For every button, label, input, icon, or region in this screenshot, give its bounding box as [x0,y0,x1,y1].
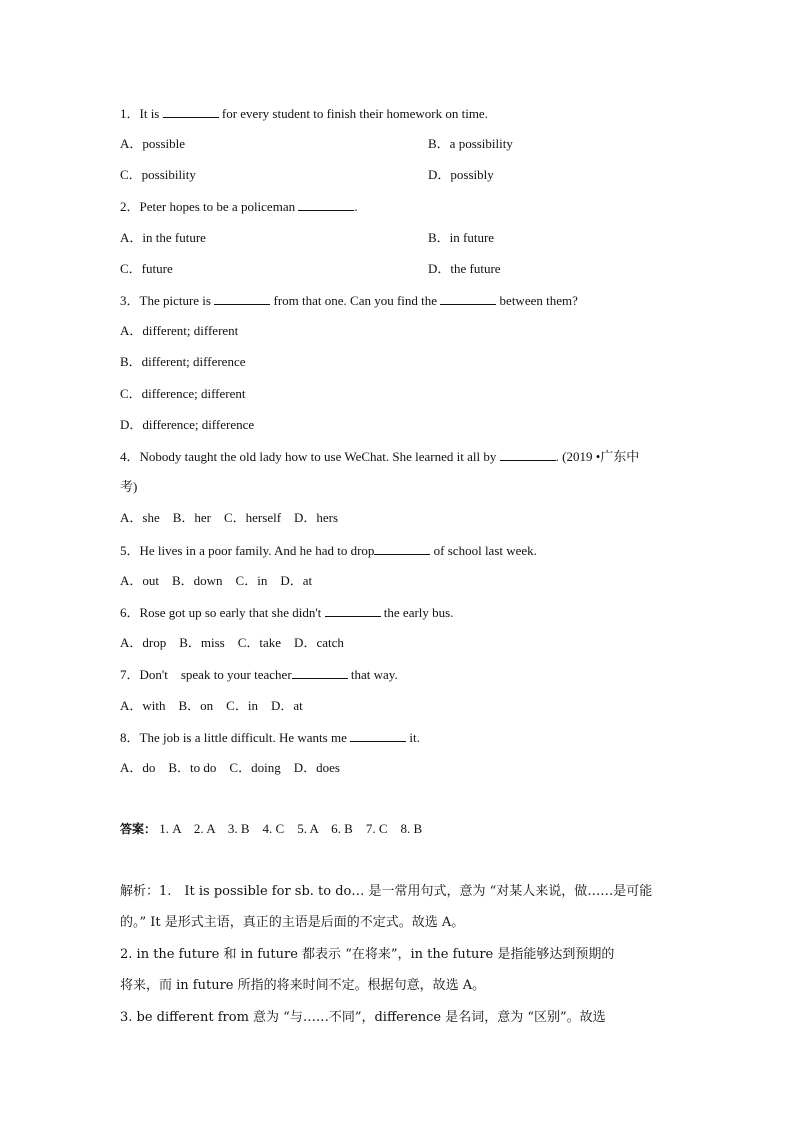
question-5-options: A．out B．down C．in D．at [120,573,313,588]
question-3-text-a: 3．The picture is [120,293,215,308]
question-5-stem [120,542,537,559]
question-6-text-b: the early bus. [380,605,454,620]
answer-blank [292,666,348,679]
question-1-option-b: B．a possibility [428,136,513,151]
question-8-options: A．do B．to do C．doing D．does [120,760,340,775]
question-6-stem [120,604,453,621]
question-5-text-a: 5．He lives in a poor family. And he had to drop [120,543,375,558]
explanation-line-2: 的。” It 是形式主语，真正的主语是后面的不定式。故选 A。 [120,915,465,930]
question-3-stem [120,292,578,309]
explanation-line-1: 解析：1. It is possible for sb. to do… 是一常用句式，意为 “对某人来说，做……是可能 [120,884,653,899]
question-1-option-c: C．possibility [120,167,196,182]
question-7-text-a: 7．Don't speak to your teacher [120,667,292,682]
question-6-options: A．drop B．miss C．take D．catch [120,635,344,650]
question-4-stem-continued: 考) [120,479,138,494]
question-2-option-b: B．in future [428,230,495,245]
explanation-line-5: 3. be different from 意为 “与……不同”，difference 是名词，意为 “区别”。故选 [120,1010,606,1025]
question-5-text-b: of school last week. [430,543,537,558]
answer-blank [298,198,354,211]
question-2-option-d: D．the future [428,261,501,276]
question-8-text-a: 8．The job is a little difficult. He wants me [120,730,351,745]
question-7-stem [120,666,398,683]
explanation-line-4: 将来，而 in future 所指的将来时间不定。根据句意，故选 A。 [120,978,486,993]
question-8-stem [120,729,420,746]
answer-blank [350,729,406,742]
question-2-text-a: 2．Peter hopes to be a policeman [120,199,299,214]
answer-blank [214,292,270,305]
question-2-option-a: A．in the future [120,230,206,245]
question-3-text-c: between them? [496,293,578,308]
question-7-text-b: that way. [347,667,398,682]
question-3-option-a: A．different; different [120,323,239,338]
question-1-option-a: A．possible [120,136,186,151]
question-4-options: A．she B．her C．herself D．hers [120,510,339,525]
question-6-text-a: 6．Rose got up so early that she didn't [120,605,325,620]
question-1-text-b: for every student to finish their homework on time. [218,106,488,121]
question-8-text-b: it. [406,730,420,745]
question-4-text-b: . (2019 •广东中 [555,449,640,464]
question-3-option-d: D．difference; difference [120,417,255,432]
question-1-stem [120,105,488,122]
question-7-options: A．with B．on C．in D．at [120,698,303,713]
answer-key-label: 答案： [120,822,157,836]
answer-blank [374,542,430,555]
answer-blank [163,105,219,118]
answer-blank [500,448,556,461]
answer-key [120,821,422,837]
question-2-stem [120,198,358,215]
question-1-option-d: D．possibly [428,167,494,182]
explanation-line-3: 2. in the future 和 in future 都表示 “在将来”，in the future 是指能够达到预期的 [120,947,615,962]
answer-key-text: 1. A 2. A 3. B 4. C 5. A 6. B 7. C 8. B [159,821,423,836]
question-2-option-c: C．future [120,261,173,276]
question-4-stem [120,448,639,465]
question-4-text-a: 4．Nobody taught the old lady how to use WeChat. She learned it all by [120,449,500,464]
question-3-option-c: C．difference; different [120,386,246,401]
question-2-text-b: . [354,199,358,214]
question-3-text-b: from that one. Can you find the [270,293,441,308]
question-1-text-a: 1．It is [120,106,163,121]
answer-blank [325,604,381,617]
answer-blank [440,292,496,305]
question-3-option-b: B．different; difference [120,354,246,369]
